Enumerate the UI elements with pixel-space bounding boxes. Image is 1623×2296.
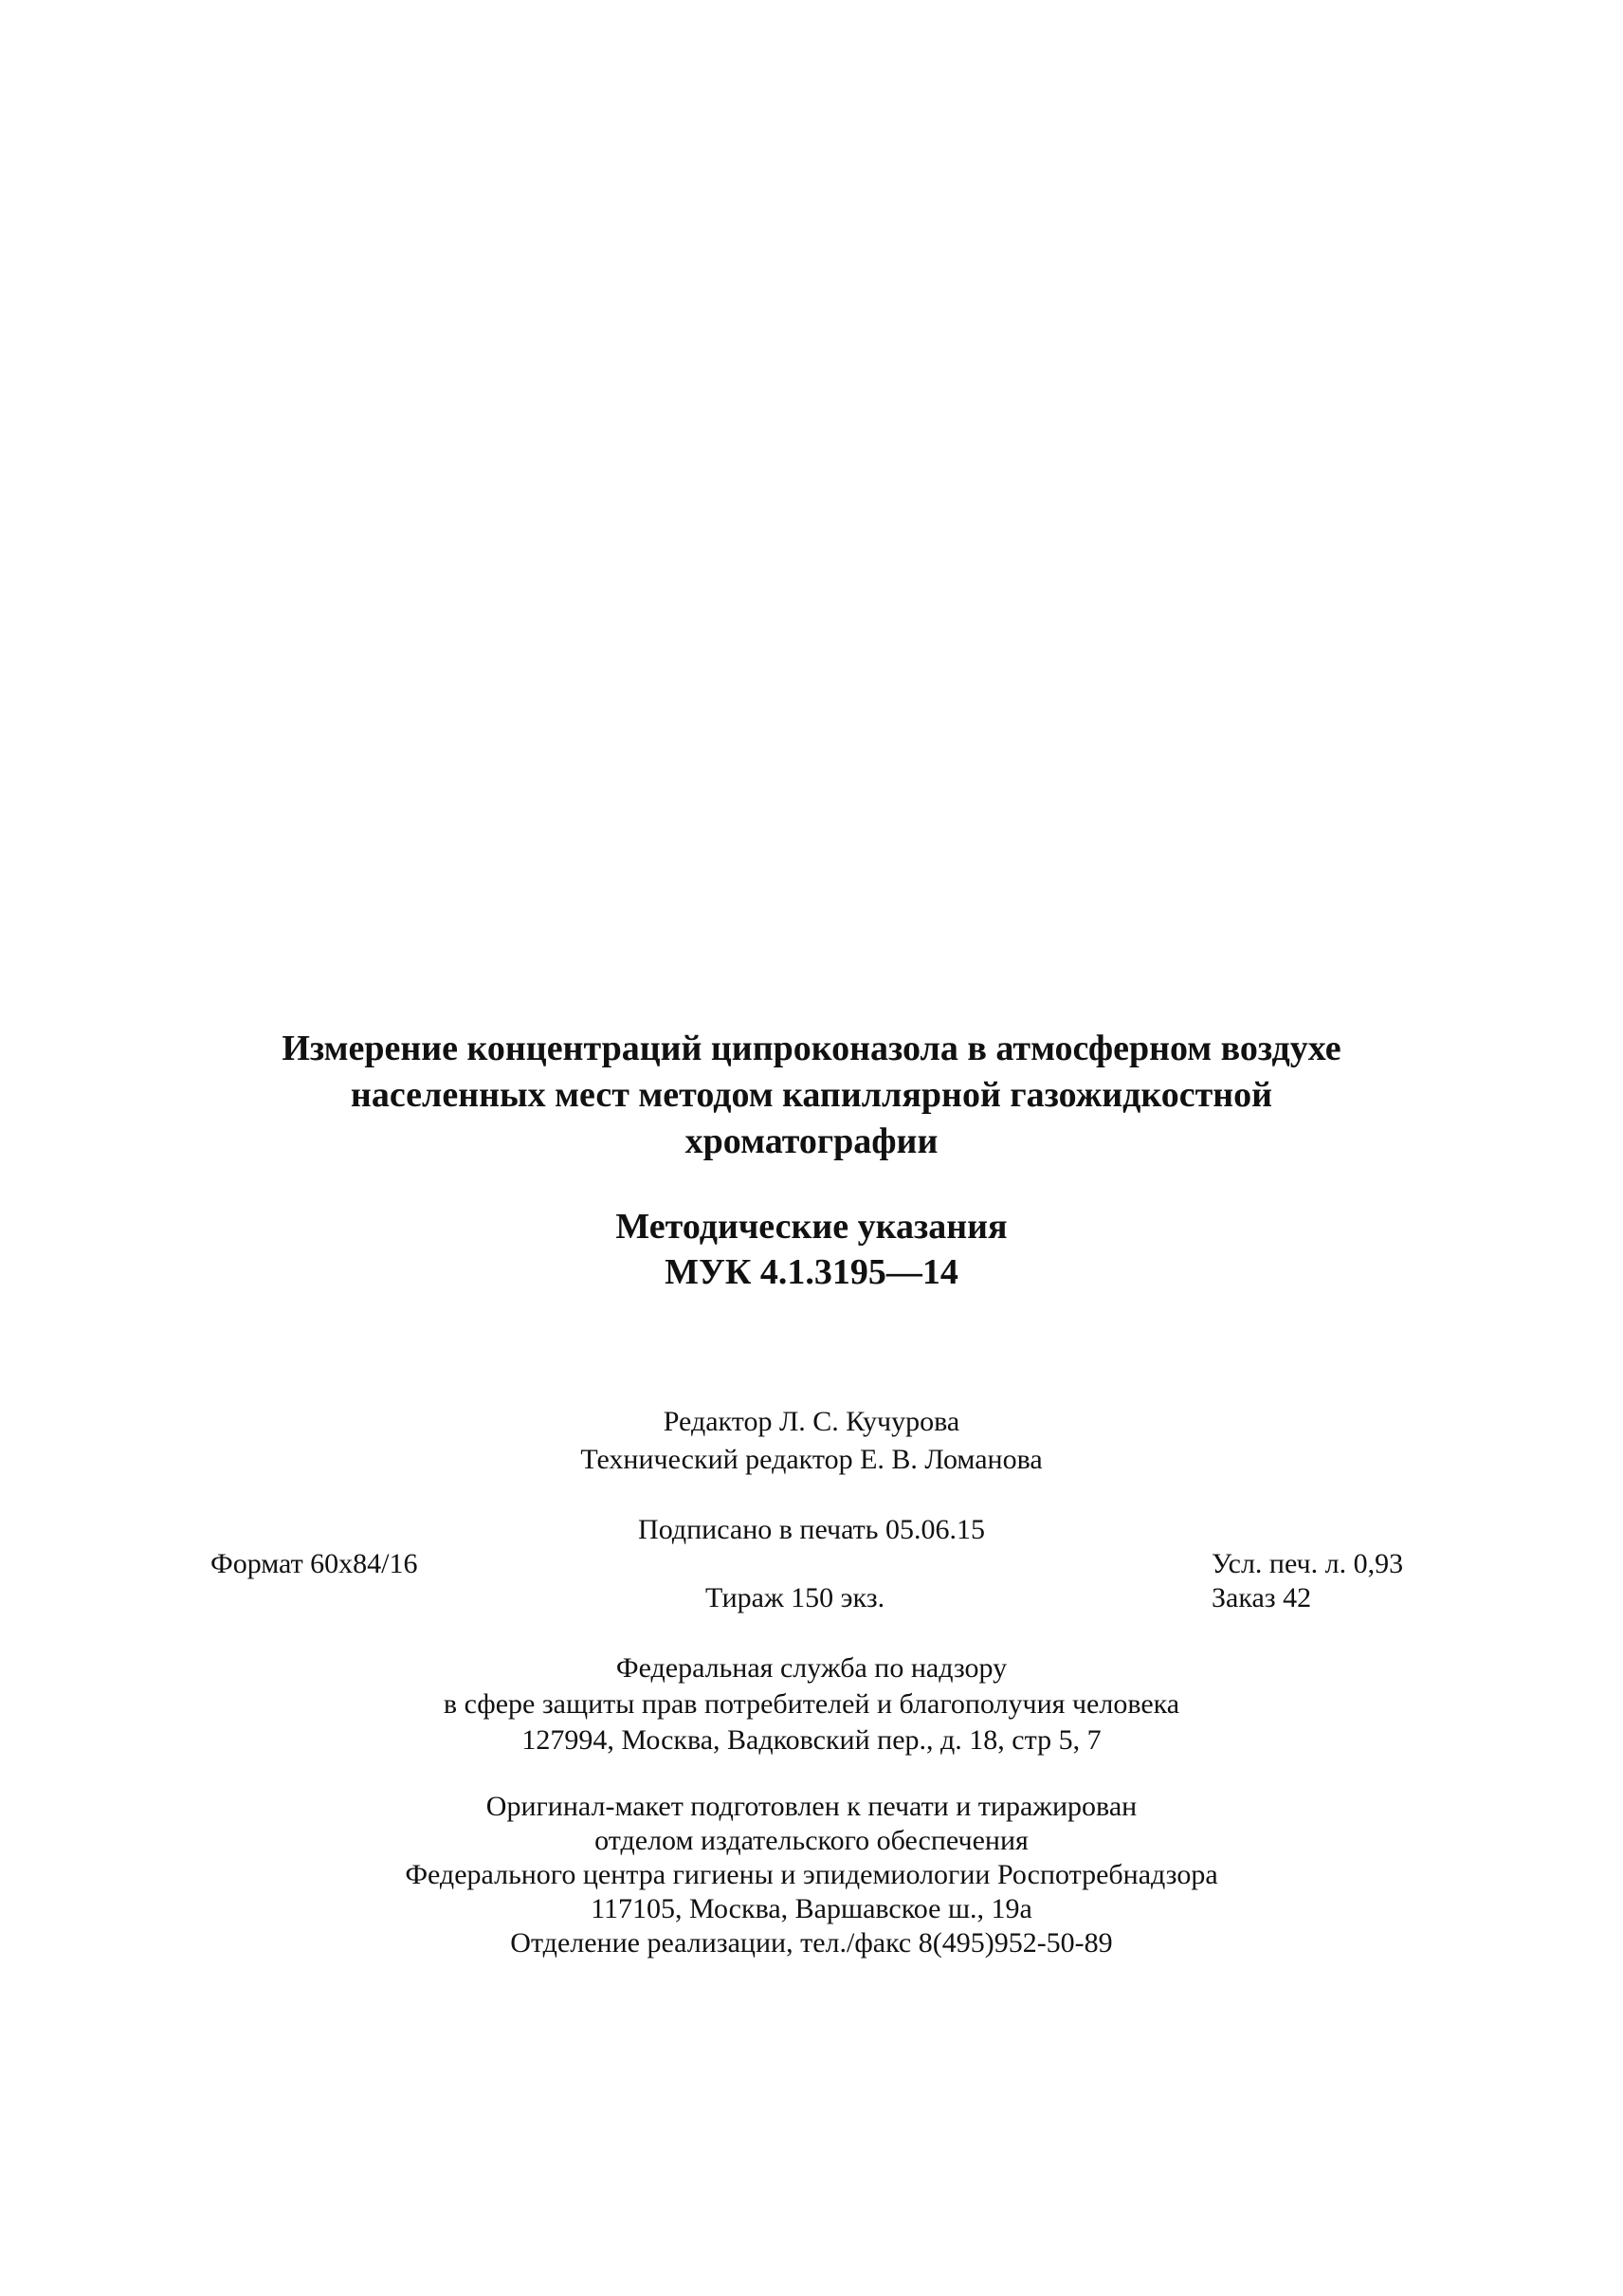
document-subtitle <box>0 1204 1623 1295</box>
title-line: населенных мест методом капиллярной газожидкостной <box>350 1075 1273 1115</box>
printer-line: отделом издательского обеспечения <box>594 1825 1029 1856</box>
printed-sheets: Усл. печ. л. 0,93 <box>1212 1548 1404 1579</box>
document-code: МУК 4.1.3195—14 <box>665 1252 958 1292</box>
publisher-line: в сфере защиты прав потребителей и благополучия человека <box>443 1688 1180 1720</box>
circulation: Тираж 150 экз. <box>705 1582 885 1613</box>
editor-line: Редактор Л. С. Кучурова <box>663 1406 960 1437</box>
document-type: Методические указания <box>615 1207 1008 1247</box>
order-number: Заказ 42 <box>1212 1582 1312 1613</box>
document-title <box>0 1026 1623 1165</box>
printer-line: Федерального центра гигиены и эпидемиологии Роспотребнадзора <box>405 1859 1218 1890</box>
sales-contact: Отделение реализации, тел./факс 8(495)952-50-89 <box>510 1927 1113 1959</box>
printer-line: Оригинал-макет подготовлен к печати и тиражирован <box>485 1791 1138 1822</box>
paper-format: Формат 60x84/16 <box>210 1548 418 1579</box>
title-line: хроматографии <box>684 1121 939 1161</box>
signed-to-print: Подписано в печать 05.06.15 <box>638 1514 985 1545</box>
printer-address: 117105, Москва, Варшавское ш., 19а <box>591 1893 1032 1924</box>
publisher-line: Федеральная служба по надзору <box>615 1652 1008 1684</box>
title-line: Измерение концентраций ципроконазола в атмосферном воздухе <box>282 1029 1341 1068</box>
publisher-address: 127994, Москва, Вадковский пер., д. 18, стр 5, 7 <box>521 1724 1102 1756</box>
tech-editor-line: Технический редактор Е. В. Ломанова <box>580 1444 1043 1475</box>
